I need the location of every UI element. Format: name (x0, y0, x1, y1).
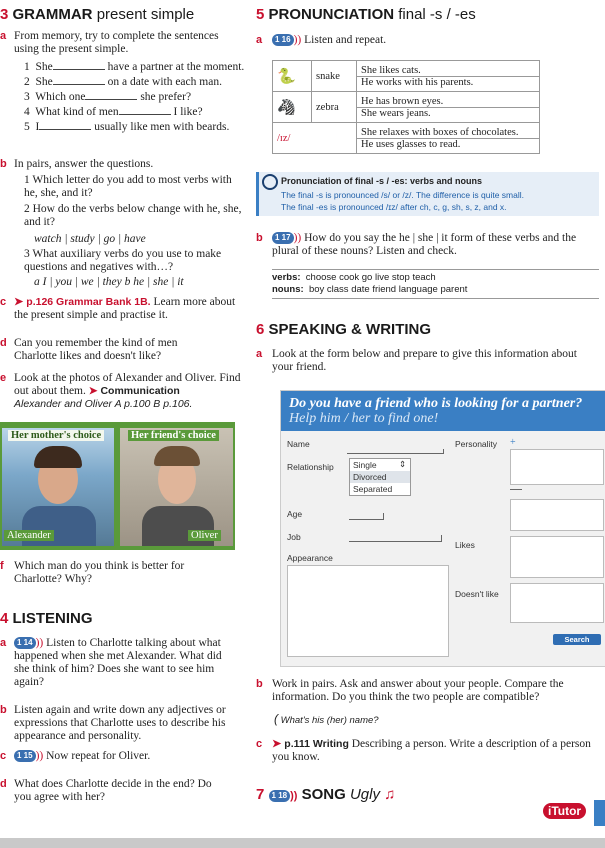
photo-caption-left: Her mother's choice (8, 430, 104, 441)
section-title: PRONUNCIATION (268, 6, 395, 23)
listening-a: 1 14 )) Listen to Charlotte talking about what happened when she met Alexander. What did she think of him? Does she want to see him again? (14, 637, 222, 688)
doesnt-like-field[interactable] (510, 583, 604, 623)
pronunciation-b: 1 17 )) How do you say the he | she | it form of these verbs and the plural of these nouns? Listen and check. (272, 232, 577, 257)
item-letter-b: b (0, 158, 7, 170)
table-row (273, 92, 540, 123)
oliver-photo (120, 428, 233, 546)
grammar-b-text: In pairs, answer the questions. (14, 158, 154, 170)
pronunciation-heading (256, 6, 476, 23)
cd-audio-icon[interactable]: 1 18 (269, 790, 291, 802)
communication-link[interactable]: Communication (100, 385, 180, 397)
snake-icon: 🐍 (273, 61, 312, 92)
item-letter-c: c (0, 750, 7, 762)
grammar-e: Look at the photos of Alexander and Oliver. Find out about them. ➤ Communication Alexander and Oliver A p.100 B p.106. (14, 372, 241, 410)
age-field[interactable] (349, 513, 384, 520)
grammar-b2: 2 How do the verbs below change with he, she, and it? (24, 203, 242, 228)
table-cell: zebra (312, 92, 357, 123)
section-title: SPEAKING & WRITING (268, 321, 432, 338)
list-item: 1 She have a partner at the moment. (24, 61, 245, 73)
music-note-icon: ♫ (384, 786, 396, 803)
option-separated: Separated (353, 484, 393, 494)
listening-b-text: Listen again and write down any adjectives or expressions that Charlotte uses to describe his appearance and personality. (14, 704, 226, 742)
pronunciation-table (272, 60, 540, 154)
table-cell: She relaxes with boxes of chocolates. He uses glasses to read. (357, 123, 540, 154)
section-number: 5 (256, 6, 265, 23)
writing-link[interactable]: p.111 Writing (284, 738, 349, 750)
page-edge-tab (594, 800, 605, 826)
tip-title: Pronunciation of final -s / -es: verbs and nouns (281, 176, 483, 186)
table-row (273, 123, 540, 154)
section-number: 6 (256, 321, 265, 338)
bottom-bar (0, 838, 605, 848)
grammar-a-text: From memory, try to complete the sentences using the present simple. (14, 30, 219, 55)
magnifier-icon (262, 174, 278, 190)
photo-caption-right: Her friend's choice (128, 430, 219, 441)
zebra-icon: 🦓 (273, 92, 312, 123)
grammar-bank-link[interactable]: p.126 Grammar Bank 1B. (26, 296, 151, 308)
appearance-field[interactable] (287, 565, 449, 657)
listening-d-text: What does Charlotte decide in the end? Do you agree with her? (14, 778, 212, 803)
list-item: 5 I usually like men with beards. (24, 121, 230, 133)
song-name: Ugly (349, 786, 380, 803)
option-divorced: Divorced (350, 471, 410, 483)
tip-line: The final -es is pronounced /ɪz/ after ch, c, g, sh, s, z, and x. (281, 202, 507, 212)
job-label: Job (287, 532, 301, 542)
table-cell: snake (312, 61, 357, 92)
pronunciation-a: 1 16 )) Listen and repeat. (272, 34, 386, 47)
speaking-a-text: Look at the form below and prepare to give this information about your friend. (272, 348, 577, 373)
list-item: 4 What kind of men I like? (24, 106, 203, 118)
list-item: 2 She on a date with each man. (24, 76, 222, 88)
item-letter-e: e (0, 372, 7, 384)
likes-label: Likes (455, 540, 475, 550)
photo-name-right: Oliver (188, 530, 221, 541)
speaking-heading (256, 321, 431, 338)
listening-c: 1 15 )) Now repeat for Oliver. (14, 750, 150, 763)
item-letter-a: a (0, 637, 7, 649)
section-subtitle: final -s / -es (398, 6, 476, 23)
grammar-f-text: Which man do you think is better for Charlotte? Why? (14, 560, 185, 585)
personality-label: Personality (455, 439, 498, 449)
photo-panel (0, 422, 235, 550)
section-title: GRAMMAR (12, 6, 93, 23)
partner-form (280, 390, 605, 667)
cd-audio-icon[interactable]: 1 16 (272, 34, 294, 46)
plus-icon: + (510, 437, 516, 448)
tip-line: The final -s is pronounced /s/ or /z/. The difference is quite small. (281, 190, 524, 200)
speech-bubble: ( What's his (her) name? (274, 712, 379, 726)
item-letter-d: d (0, 337, 7, 349)
table-cell: He has brown eyes. She wears jeans. (357, 92, 540, 123)
speaking-c: ➤ p.111 Writing Describing a person. Write a description of a person you know. (272, 738, 591, 763)
item-letter-a: a (0, 30, 7, 42)
age-label: Age (287, 509, 303, 519)
form-header (281, 391, 605, 431)
grammar-c: ➤ p.126 Grammar Bank 1B. Learn more about the present simple and practise it. (14, 296, 236, 321)
section-subtitle: present simple (96, 6, 195, 23)
item-letter-b: b (256, 678, 263, 690)
search-button[interactable]: Search (553, 634, 601, 645)
table-row (273, 61, 540, 92)
section-title: SONG (301, 786, 346, 803)
likes-field-top[interactable] (510, 499, 604, 531)
song-heading: 7 1 18 )) SONG Ugly ♫ (256, 786, 396, 803)
list-item: 3 Which one she prefer? (24, 91, 192, 103)
itutor-badge[interactable]: iTutor (543, 803, 586, 819)
job-field[interactable] (349, 535, 442, 542)
table-cell: She likes cats. He works with his parents. (357, 61, 540, 92)
section-title: LISTENING (12, 610, 93, 627)
option-single: Single (353, 460, 377, 470)
field-dash (510, 489, 522, 490)
form-subtitle: Help him / her to find one! (289, 411, 439, 426)
grammar-b1: 1 Which letter do you add to most verbs with he, she, and it? (24, 174, 232, 199)
grammar-a-list (24, 60, 254, 134)
form-title: Do you have a friend who is looking for a partner? (289, 396, 583, 411)
name-field[interactable] (347, 449, 444, 454)
cd-audio-icon[interactable]: 1 14 (14, 637, 36, 649)
relationship-label: Relationship (287, 462, 334, 472)
grammar-b2-verbs: watch | study | go | have (34, 233, 146, 245)
cd-audio-icon[interactable]: 1 15 (14, 750, 36, 762)
section-number: 4 (0, 610, 9, 627)
personality-field[interactable] (510, 449, 604, 485)
section-number: 7 (256, 786, 265, 803)
item-letter-a: a (256, 348, 263, 360)
cd-audio-icon[interactable]: 1 17 (272, 232, 294, 244)
alexander-photo (2, 428, 114, 546)
item-letter-a: a (256, 34, 263, 46)
listening-heading (0, 610, 93, 627)
select-arrows-icon: ⇕ (399, 459, 407, 469)
pronunciation-tip-box (256, 172, 599, 216)
appearance-label: Appearance (287, 553, 333, 563)
item-letter-c: c (0, 296, 7, 308)
item-letter-b: b (0, 704, 7, 716)
grammar-d-text: Can you remember the kind of men Charlotte likes and doesn't like? (14, 337, 178, 362)
item-letter-f: f (0, 560, 4, 572)
name-label: Name (287, 439, 310, 449)
item-letter-d: d (0, 778, 7, 790)
word-list-box: verbs: choose cook go live stop teach nouns: boy class date friend language parent (272, 269, 599, 299)
photo-name-left: Alexander (4, 530, 54, 541)
speaking-b-text: Work in pairs. Ask and answer about your people. Compare the information. Do you think the two people are compatible? (272, 678, 564, 703)
grammar-heading (0, 6, 194, 23)
grammar-b3-options: a I | you | we | they b he | she | it (34, 276, 184, 288)
grammar-b3: 3 What auxiliary verbs do you use to make questions and negatives with…? (24, 248, 222, 273)
item-letter-c: c (256, 738, 263, 750)
likes-field[interactable] (510, 536, 604, 578)
doesnt-like-label: Doesn't like (455, 589, 499, 599)
section-number: 3 (0, 6, 9, 23)
table-cell: /ɪz/ (273, 123, 357, 154)
item-letter-b: b (256, 232, 263, 244)
